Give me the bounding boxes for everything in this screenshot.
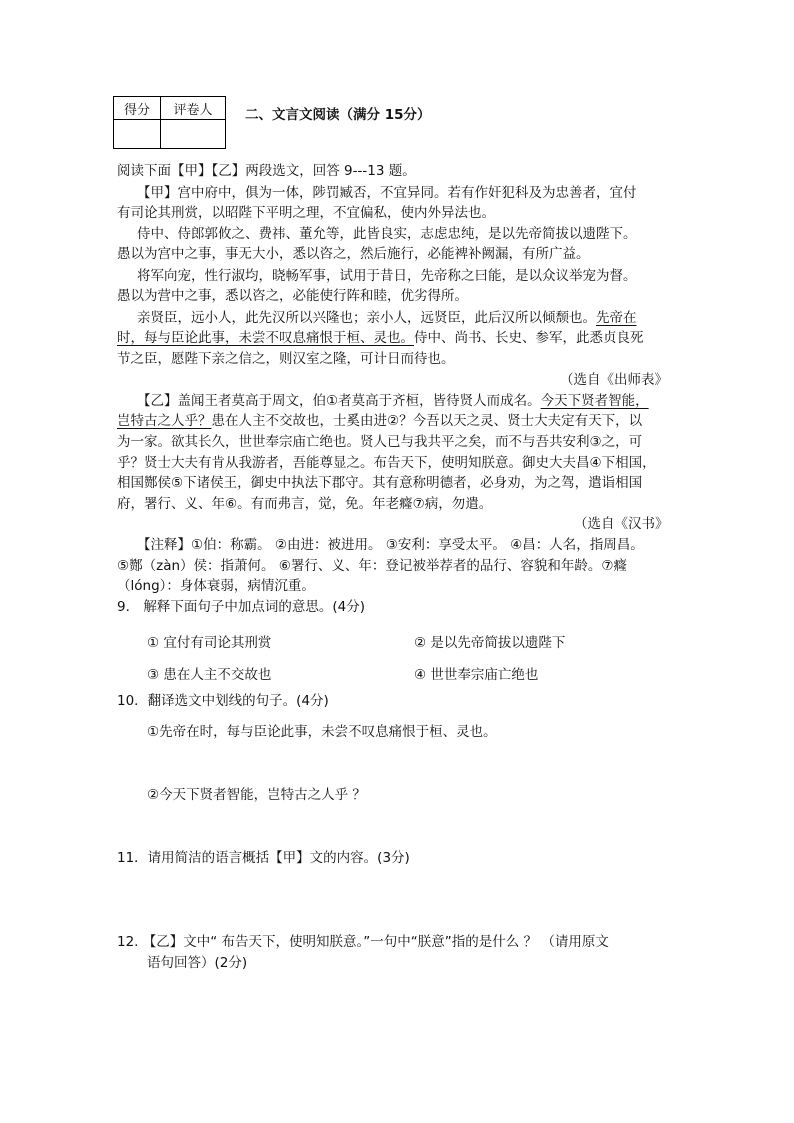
yi-line2 xyxy=(117,412,642,431)
jia-p1-line1: 【甲】宫中府中，俱为一体，陟罚臧否，不宜异同。若有作奸犯科及为忠善者，宜付 xyxy=(137,185,637,201)
q12-line1: 12. 【乙】文中“ 布告天下，使明知朕意。”一句中“朕意”指的是什么 ？ （请用原文 xyxy=(117,934,609,950)
score-box xyxy=(113,96,226,149)
q9-stem: 9． 解释下面句子中加点词的意思。(4分) xyxy=(117,599,366,615)
jia-p3-line2: 愚以为营中之事，悉以咨之，必能使行阵和睦，优劣得所。 xyxy=(117,288,468,304)
q9-item-3: ③ 患在人主不交故也 xyxy=(147,667,272,683)
q10-stem: 10．翻译选文中划线的句子。(4分) xyxy=(117,693,329,709)
notes-line2: ⑤酂（zàn）侯：指萧何。 ⑥署行、义、年：登记被举荐者的品行、容貌和年龄。⑦癃 xyxy=(117,558,628,574)
q9-item-4: ④ 世世奉宗庙亡绝也 xyxy=(414,667,539,683)
q9-item-1: ① 宜付有司论其刑赏 xyxy=(147,635,272,651)
yi-line2-text: 患在人主不交故也，士奚由进②？今吾以天之灵、贤士大夫定有天下，以 xyxy=(211,413,643,429)
underlined-sentence-2a: 今天下贤者智能， xyxy=(540,393,649,409)
jia-p2-line2: 愚以为宫中之事，事无大小，悉以咨之，然后施行，必能裨补阙漏，有所广益。 xyxy=(117,246,590,262)
jia-p4-line2-text: 侍中、尚书、长史、参军，此悉贞良死 xyxy=(414,330,644,346)
q9-item-2: ② 是以先帝简拔以遗陛下 xyxy=(414,635,566,651)
q10-sentence-2: ②今天下贤者智能，岂特古之人乎 ？ xyxy=(147,787,366,803)
notes-line1: 【注释】①伯：称霸。 ②由进：被进用。 ③安利：享受太平。 ④昌：人名，指周昌。 xyxy=(137,537,644,553)
yi-line1-text: 【乙】盖闻王者莫高于周文，伯①者莫高于齐桓，皆待贤人而成名。 xyxy=(137,393,541,409)
jia-p4-line1 xyxy=(137,309,637,328)
q10-sentence-1: ①先帝在时，每与臣论此事，未尝不叹息痛恨于桓、灵也。 xyxy=(147,724,497,740)
underlined-sentence-2b: 岂特古之人乎？ xyxy=(117,413,212,429)
jia-p4-line1-text: 亲贤臣，远小人，此先汉所以兴隆也；亲小人，远贤臣，此后汉所以倾颓也。 xyxy=(137,310,596,326)
yi-line4: 乎？贤士大夫有肯从我游者，吾能尊显之。布告天下，使明知朕意。御史大夫昌④下相国， xyxy=(117,455,656,471)
grader-header: 评卷人 xyxy=(161,97,226,120)
q11-stem: 11．请用简洁的语言概括【甲】文的内容。(3分) xyxy=(117,850,410,866)
jia-p2-line1: 侍中、侍郎郭攸之、费祎、董允等，此皆良实，志虑忠纯，是以先帝简拔以遗陛下。 xyxy=(137,226,637,242)
q12-line2: 语句回答）(2分) xyxy=(147,955,248,971)
section-title: 二、文言文阅读（满分 15分） xyxy=(245,107,431,123)
jia-p4-line3: 节之臣，愿陛下亲之信之，则汉室之隆，可计日而待也。 xyxy=(117,351,455,367)
grader-cell[interactable] xyxy=(161,120,226,149)
jia-p1-line2: 有司论其刑赏，以昭陛下平明之理，不宜偏私，使内外异法也。 xyxy=(117,205,495,221)
instruction: 阅读下面【甲】【乙】两段选文，回答 9---13 题。 xyxy=(117,163,416,179)
yi-line1 xyxy=(137,392,649,411)
score-header: 得分 xyxy=(114,97,161,120)
score-cell[interactable] xyxy=(114,120,161,149)
underlined-sentence-1b: 时，每与臣论此事，未尝不叹息痛恨于桓、灵也。 xyxy=(117,330,414,346)
notes-line3: （lóng）：身体衰弱，病情沉重。 xyxy=(117,578,315,594)
yi-line6: 府，署行、义、年⑥。有而弗言，觉，免。年老癃⑦病，勿遣。 xyxy=(117,496,493,512)
yi-source: （选自《汉书》 xyxy=(574,516,669,532)
jia-p3-line1: 将军向宠，性行淑均，晓畅军事，试用于昔日，先帝称之曰能，是以众议举宠为督。 xyxy=(137,268,637,284)
underlined-sentence-1a: 先帝在 xyxy=(596,310,637,326)
yi-line5: 相国酂侯⑤下诸侯王，御史中执法下郡守。其有意称明德者，必身劝，为之驾，遣诣相国 xyxy=(117,475,643,491)
jia-source: （选自《出师表》 xyxy=(560,372,668,388)
yi-line3: 为一家。欲其长久，世世奉宗庙亡绝也。贤人已与我共平之矣，而不与吾共安利③之，可 xyxy=(117,434,643,450)
jia-p4-line2 xyxy=(117,329,644,348)
